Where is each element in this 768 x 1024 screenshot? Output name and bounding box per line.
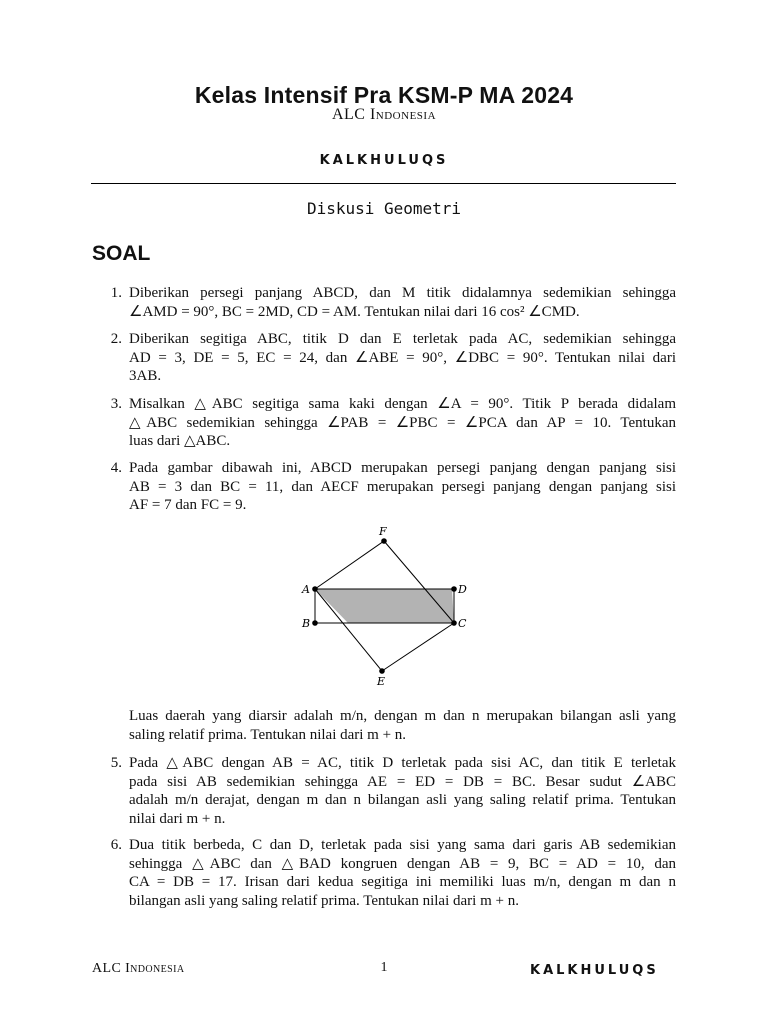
brand-logo-header: KALKHULUQS: [319, 153, 449, 168]
problem-number: 6.: [110, 837, 122, 853]
point-e: [379, 668, 385, 674]
problem-text: [129, 459, 676, 515]
problem-line: sehingga △ABC dan △BAD kongruen dengan AB = 9, BC = AD = 10, dan: [129, 855, 676, 872]
segment-ec: [382, 623, 454, 671]
problem-text: [129, 330, 676, 386]
problem-line: △ABC sedemikian sehingga ∠PAB = ∠PBC = ∠PCA dan AP = 10. Tentukan: [129, 414, 676, 431]
problem-number: 4.: [110, 460, 122, 476]
point-f: [381, 538, 387, 544]
shaded-region: [315, 589, 454, 623]
soal-heading: SOAL: [92, 242, 151, 265]
header-divider: [91, 183, 676, 184]
problem-line: AD = 3, DE = 5, EC = 24, dan ∠ABE = 90°, ∠DBC = 90°. Tentukan nilai dari: [129, 349, 676, 366]
problem-number: 1.: [110, 285, 122, 301]
brand-logo-footer: KALKHULUQS: [530, 963, 659, 978]
problem-line: Pada △ABC dengan AB = AC, titik D terletak pada sisi AC, dan titik E terletak: [129, 755, 676, 771]
page-number: 1: [380, 960, 388, 975]
point-b: [312, 620, 318, 626]
problem-line: CA = DB = 17. Irisan dari kedua segitiga ini memiliki luas m/n, dengan m dan n: [129, 874, 676, 890]
problem-number: 2.: [110, 331, 122, 347]
problem-line: adalah m/n derajat, dengan m dan n bilangan asli yang saling relatif prima. Tentukan: [129, 792, 676, 808]
problem-line: Luas daerah yang diarsir adalah m/n, dengan m dan n merupakan bilangan asli yang: [129, 708, 676, 724]
segment-af: [315, 541, 384, 589]
problem-text: [129, 284, 676, 321]
problem-line: nilai dari m + n.: [129, 810, 226, 827]
problem-text: [129, 395, 676, 451]
label-f: F: [379, 526, 387, 538]
document-subtitle: ALC Indonesia: [331, 106, 437, 123]
label-b: B: [302, 617, 311, 630]
problem-line: Pada gambar dibawah ini, ABCD merupakan persegi panjang dengan panjang sisi: [129, 460, 676, 476]
rectangle-geometry-figure: [298, 526, 478, 691]
document-title: Kelas Intensif Pra KSM-P MA 2024: [194, 82, 574, 108]
problem-line: luas dari △ABC.: [129, 433, 231, 449]
section-title: Diskusi Geometri: [306, 199, 462, 218]
problem-line: AF = 7 dan FC = 9.: [129, 497, 247, 513]
problem-text: [129, 836, 676, 910]
problem-line: Misalkan △ABC segitiga sama kaki dengan ∠A = 90°. Titik P berada didalam: [129, 396, 676, 412]
point-d: [451, 586, 457, 592]
problem-line: Diberikan segitiga ABC, titik D dan E terletak pada AC, sedemikian sehingga: [129, 331, 676, 347]
footer-organization: ALC Indonesia: [92, 961, 185, 976]
problem-line: Dua titik berbeda, C dan D, terletak pada sisi yang sama dari garis AB sedemikian: [129, 837, 676, 853]
problem-line: bilangan asli yang saling relatif prima. Tentukan nilai dari m + n.: [129, 892, 519, 909]
label-d: D: [458, 583, 467, 596]
problem-line: Diberikan persegi panjang ABCD, dan M titik didalamnya sedemikian sehingga: [129, 285, 676, 301]
problem-line: pada sisi AB sedemikian sehingga AE = ED = DB = BC. Besar sudut ∠ABC: [129, 773, 676, 790]
point-a: [312, 586, 318, 592]
point-c: [451, 620, 457, 626]
label-a: A: [302, 583, 310, 596]
problem-text: [129, 754, 676, 828]
label-c: C: [458, 617, 467, 630]
problem-line: saling relatif prima. Tentukan nilai dari m + n.: [129, 726, 407, 743]
problem-line: ∠AMD = 90°, BC = 2MD, CD = AM. Tentukan nilai dari 16 cos² ∠CMD.: [129, 303, 580, 320]
problem-number: 5.: [110, 755, 122, 771]
problem-line: AB = 3 dan BC = 11, dan AECF merupakan persegi panjang dengan panjang sisi: [129, 478, 676, 495]
problem-line: 3AB.: [129, 368, 162, 384]
problem-number: 3.: [110, 396, 122, 412]
problem-text: [129, 707, 676, 744]
label-e: E: [377, 675, 386, 688]
